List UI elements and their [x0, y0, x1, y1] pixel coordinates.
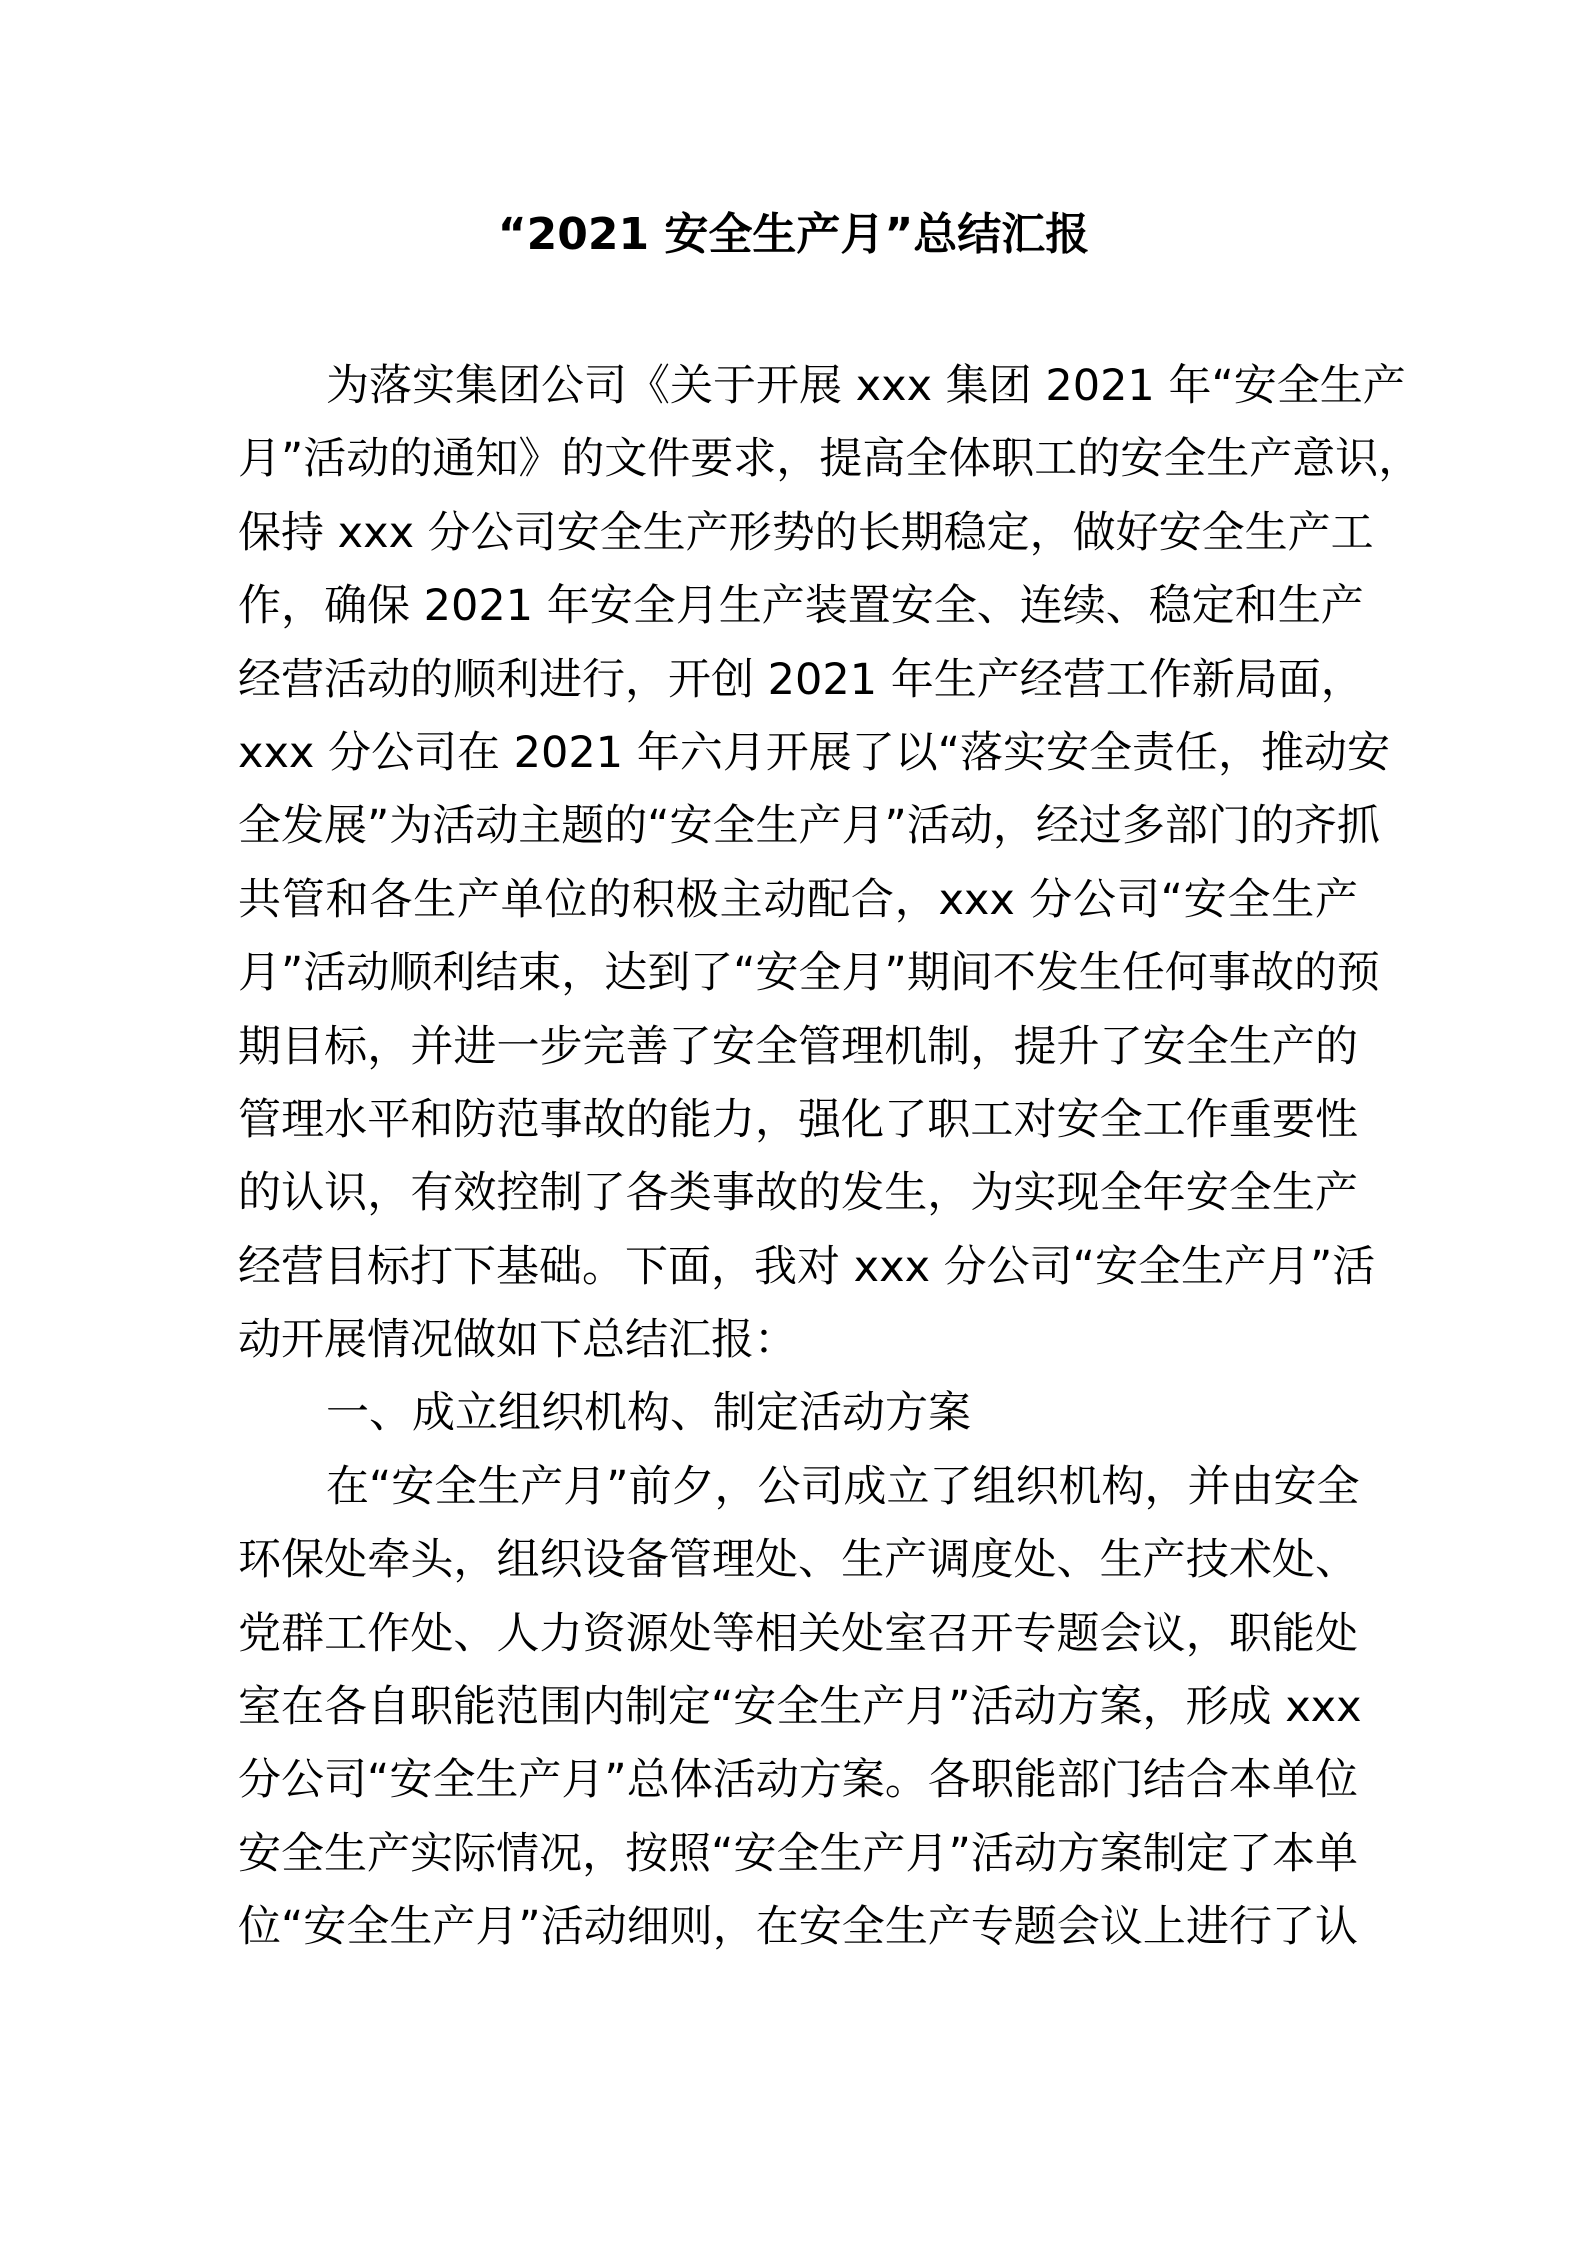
paragraph-1-line-5: 经营活动的顺利进行，开创 2021 年生产经营工作新局面， — [238, 654, 1364, 705]
paragraph-1-line-3: 保持 xxx 分公司安全生产形势的长期稳定，做好安全生产工 — [238, 507, 1374, 558]
section-heading-1: 一、成立组织机构、制定活动方案 — [326, 1388, 971, 1439]
paragraph-1-line-11: 管理水平和防范事故的能力，强化了职工对安全工作重要性 — [238, 1094, 1358, 1145]
paragraph-2-line-2: 环保处牵头，组织设备管理处、生产调度处、生产技术处、 — [238, 1535, 1358, 1586]
paragraph-1-line-4: 作，确保 2021 年安全月生产装置安全、连续、稳定和生产 — [238, 581, 1364, 632]
paragraph-1-line-13: 经营目标打下基础。下面，我对 xxx 分公司“安全生产月”活 — [238, 1241, 1376, 1292]
paragraph-2-line-3: 党群工作处、人力资源处等相关处室召开专题会议，职能处 — [238, 1608, 1358, 1659]
paragraph-1-line-7: 全发展”为活动主题的“安全生产月”活动，经过多部门的齐抓 — [238, 801, 1380, 852]
paragraph-1-line-14: 动开展情况做如下总结汇报： — [238, 1315, 797, 1366]
paragraph-2-line-6: 安全生产实际情况，按照“安全生产月”活动方案制定了本单 — [238, 1828, 1358, 1879]
document-body — [238, 350, 1422, 1965]
paragraph-2-line-5: 分公司“安全生产月”总体活动方案。各职能部门结合本单位 — [238, 1755, 1358, 1806]
paragraph-2-line-7: 位“安全生产月”活动细则，在安全生产专题会议上进行了认 — [238, 1902, 1358, 1953]
paragraph-1-line-2: 月”活动的通知》的文件要求，提高全体职工的安全生产意识， — [238, 434, 1422, 485]
document-title: “2021 安全生产月”总结汇报 — [497, 209, 1090, 260]
paragraph-1-line-9: 月”活动顺利结束，达到了“安全月”期间不发生任何事故的预 — [238, 948, 1380, 999]
paragraph-1-line-8: 共管和各生产单位的积极主动配合，xxx 分公司“安全生产 — [238, 874, 1358, 925]
paragraph-2-line-4: 室在各自职能范围内制定“安全生产月”活动方案，形成 xxx — [238, 1682, 1362, 1733]
paragraph-2-line-1: 在“安全生产月”前夕，公司成立了组织机构，并由安全 — [326, 1461, 1360, 1512]
paragraph-1-line-1: 为落实集团公司《关于开展 xxx 集团 2021 年“安全生产 — [326, 361, 1406, 411]
paragraph-1-line-6: xxx 分公司在 2021 年六月开展了以“落实安全责任，推动安 — [238, 727, 1391, 778]
paragraph-1-line-10: 期目标，并进一步完善了安全管理机制，提升了安全生产的 — [238, 1021, 1358, 1072]
paragraph-1-line-12: 的认识，有效控制了各类事故的发生，为实现全年安全生产 — [238, 1168, 1358, 1219]
